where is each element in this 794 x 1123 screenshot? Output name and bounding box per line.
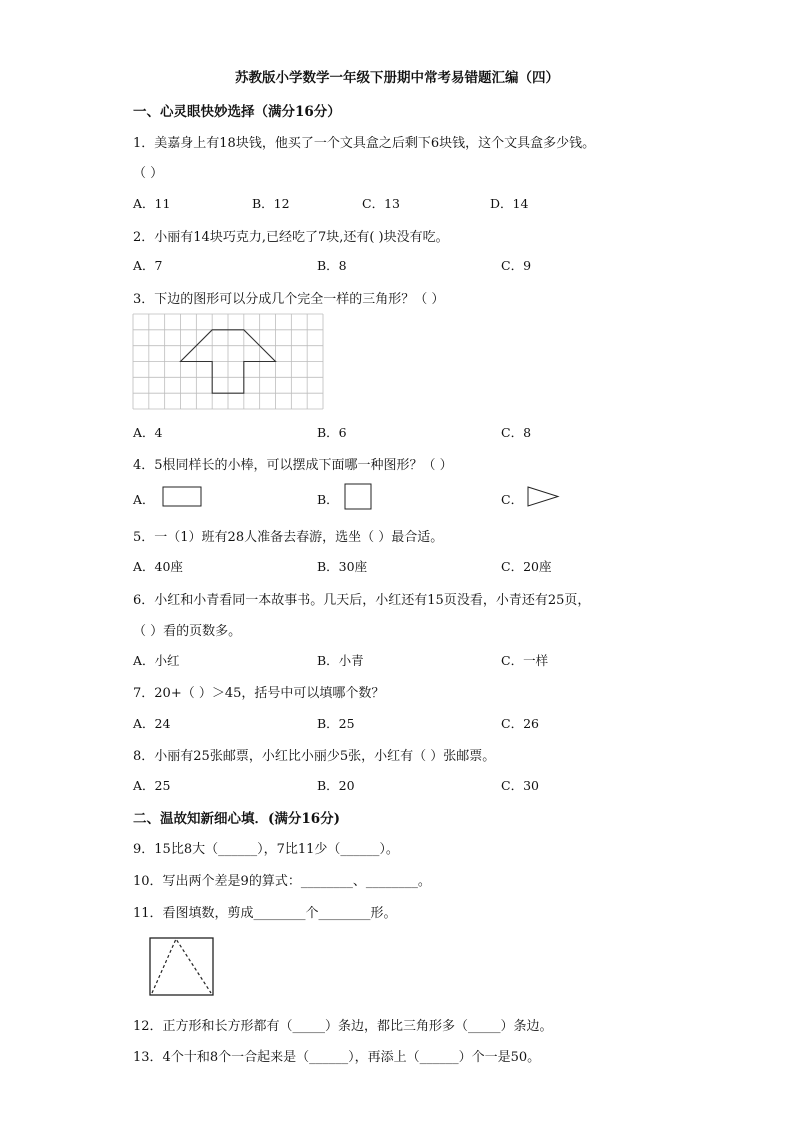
question-1-text: 1．美嘉身上有18块钱，他买了一个文具盒之后剩下6块钱，这个文具盒多少钱。 <box>133 136 596 151</box>
q1-option-d[interactable]: D．14 <box>490 196 529 211</box>
question-13-text: 13．4个十和8个一合起来是（______），再添上（______）个一是50。 <box>133 1050 541 1065</box>
question-10-text: 10．写出两个差是9的算式：________、________。 <box>133 874 431 889</box>
page-title: 苏教版小学数学一年级下册期中常考易错题汇编（四） <box>235 70 559 86</box>
question-9-text: 9．15比8大（______），7比11少（______）。 <box>133 842 399 857</box>
section-2-heading: 二、温故知新细心填．(满分16分) <box>133 811 341 827</box>
q5-option-c[interactable]: C．20座 <box>501 559 552 574</box>
q4-option-b[interactable]: B． <box>317 492 339 507</box>
q1-option-a[interactable]: A．11 <box>133 196 171 211</box>
square-with-dashed-triangle <box>148 936 216 998</box>
question-3-text: 3．下边的图形可以分成几个完全一样的三角形？（ ） <box>133 292 445 307</box>
rectangle-shape <box>162 486 204 508</box>
q4-option-c[interactable]: C． <box>501 492 524 507</box>
q7-option-a[interactable]: A．24 <box>133 716 171 731</box>
question-11-text: 11．看图填数，剪成________个________形。 <box>133 906 397 921</box>
q8-option-b[interactable]: B．20 <box>317 778 355 793</box>
section-1-heading: 一、心灵眼快妙选择（满分16分） <box>133 104 341 120</box>
q4-option-a[interactable]: A． <box>133 492 155 507</box>
question-7-text: 7．20+（ ）＞45，括号中可以填哪个数？ <box>133 686 385 701</box>
question-6-text: 6．小红和小青看同一本故事书。几天后，小红还有15页没看，小青还有25页， <box>133 593 591 608</box>
question-1-blank: （ ） <box>133 166 164 181</box>
q8-option-c[interactable]: C．30 <box>501 778 539 793</box>
question-2-text: 2．小丽有14块巧克力,已经吃了7块,还有( )块没有吃。 <box>133 230 449 245</box>
q5-option-b[interactable]: B．30座 <box>317 559 368 574</box>
triangle-shape <box>527 486 561 508</box>
question-12-text: 12．正方形和长方形都有（_____）条边，都比三角形多（_____）条边。 <box>133 1019 553 1034</box>
q2-option-a[interactable]: A．7 <box>133 258 163 273</box>
q6-option-a[interactable]: A．小红 <box>133 653 180 668</box>
q3-option-b[interactable]: B．6 <box>317 425 347 440</box>
q3-option-a[interactable]: A．4 <box>133 425 163 440</box>
question-8-text: 8．小丽有25张邮票，小红比小丽少5张，小红有（ ）张邮票。 <box>133 749 496 764</box>
q1-option-b[interactable]: B．12 <box>252 196 290 211</box>
q2-option-b[interactable]: B．8 <box>317 258 347 273</box>
q7-option-b[interactable]: B．25 <box>317 716 355 731</box>
q1-option-c[interactable]: C．13 <box>362 196 400 211</box>
question-6-line2: （ ）看的页数多。 <box>133 624 242 639</box>
q2-option-c[interactable]: C．9 <box>501 258 532 273</box>
q6-option-b[interactable]: B．小青 <box>317 653 364 668</box>
q6-option-c[interactable]: C．一样 <box>501 653 549 668</box>
question-5-text: 5．一（1）班有28人准备去春游，选坐（ ）最合适。 <box>133 530 444 545</box>
grid-figure <box>133 314 323 409</box>
q3-option-c[interactable]: C．8 <box>501 425 532 440</box>
square-shape <box>344 483 374 511</box>
q7-option-c[interactable]: C．26 <box>501 716 539 731</box>
q8-option-a[interactable]: A．25 <box>133 778 171 793</box>
question-4-text: 4．5根同样长的小棒，可以摆成下面哪一种图形？（ ） <box>133 458 453 473</box>
q5-option-a[interactable]: A．40座 <box>133 559 183 574</box>
